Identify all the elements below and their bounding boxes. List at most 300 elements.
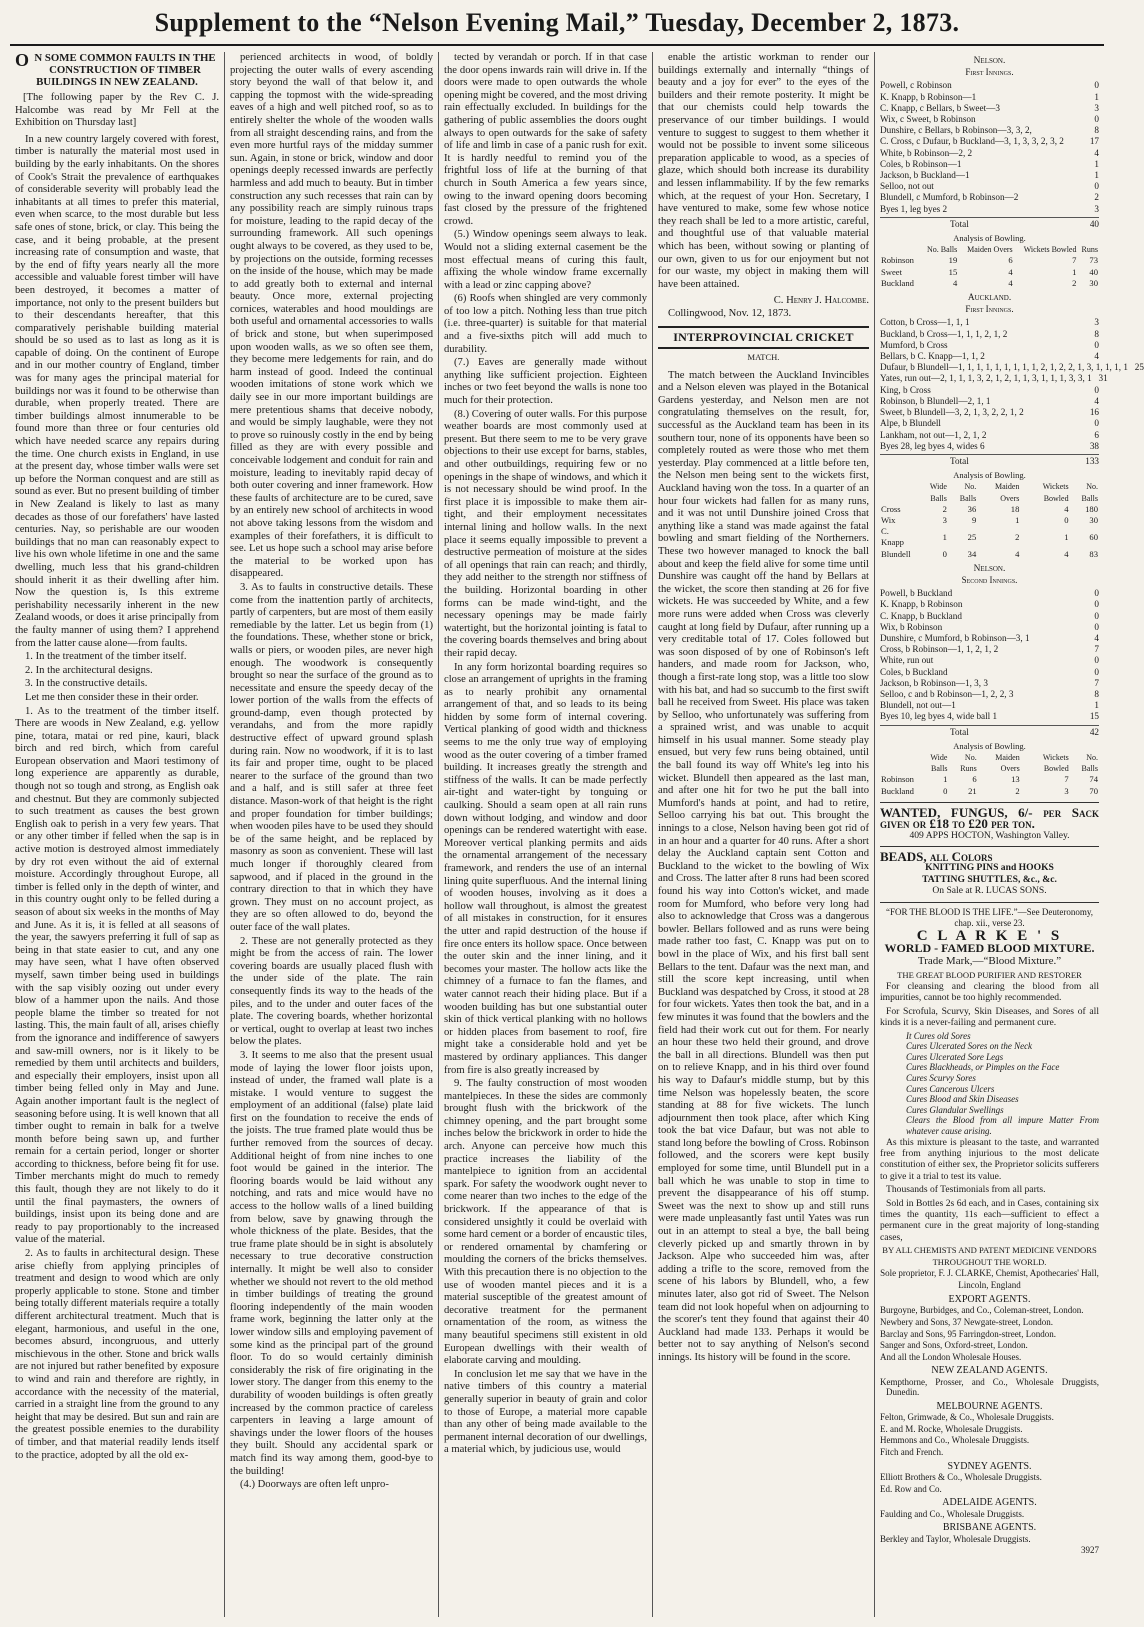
innings-total [880,217,1099,230]
agent-entry: Kempthorne, Prosser, and Co., Wholesale Druggists, Dunedin. [880,1376,1099,1398]
paragraph: 3. It seems to me also that the present usual mode of laying the lower floor joists upon, instead of under, the framed wall plate is a mistake. I would venture to suggest the employment of an additional (false) plate laid first on the foundation to receive the ends of the joists. The true framed plate would thus be further removed from the sources of decay. Additional height of from nine inches to one foot would be gained in the interior. The flooring boards would be laid without any notching, and rats and mice would have no access to the hollow walls of a lined building from below, save by gnawing through the whole thickness of the plate. Besides, that the true frame plate should be in sight is absolutely necessary to true decorative construction internally. It might be well also to consider whether we should not revert to the old method in timber buildings of treating the ground flooring independently of the main wooden frame work, beginning the latter only at the lower window sills and employing pavement of some kind as the principal part of the ground floor. To do so would certainly diminish considerably the risk of fire originating in the lower story. The danger from this enemy to the durability of wooden buildings is often greatly increased by the common practice of careless carpenters in leaving a large amount of shavings under the lower floors of the houses they built. Should any accidental spark or match find its way among them, good-bye to the building! [230,1049,433,1477]
article-body-col2 [230,52,433,1492]
batsman-row [880,655,1099,666]
bowling-head-row [880,752,1099,774]
bowler-row [880,504,1099,515]
batsman-runs: 0 [1094,655,1099,666]
bowler-cell: 4 [952,277,958,288]
batsman-row [880,170,1099,181]
column-3 [438,52,652,1617]
bowling-head-cell [880,244,921,255]
batsman-runs: 7 [1094,644,1099,655]
bowler-cell: 1 [1064,531,1069,542]
bowler-row [880,255,1099,266]
cricket-report [658,370,869,1365]
batsman-runs: 1 [1094,91,1099,102]
batsman-name: Jackson, b Robinson—1, 3, 3 [880,677,988,688]
total-value: 40 [1089,218,1099,229]
agent-entry: Hemmons and Co., Wholesale Druggists. [880,1435,1030,1446]
paragraph: 2. These are not generally protected as they might be from the access of rain. The lower covering boards are usually placed flush with the under side of the plate. The rain consequently finds its way to the heads of the piles, and to the under and outer faces of the plate. The covering boards, whether horizontal or vertical, ought to overlap at least two inches below the plates. [230,935,433,1048]
bowler-row [880,786,1099,797]
batsman-name: C. Cross, c Dufaur, b Buckland—3, 1, 3, 3, 2, 3, 2 [880,136,1064,147]
batsman-name: Cross, b Robinson—1, 1, 2, 1, 2 [880,644,999,655]
batsman-row [880,148,1099,159]
batsman-row [880,667,1099,678]
bowling-table [880,481,1099,559]
batsman-runs: 2 [1094,192,1099,203]
bowling-head-cell [880,752,915,774]
batsman-name: Robinson, b Blundell—2, 1, 1 [880,395,991,406]
batsman-runs: 17 [1089,136,1099,147]
bowler-cell: 2 [1015,785,1020,796]
batsman-name: Powell, c Robinson [880,80,952,91]
total-label: Total [950,218,969,229]
batsman-name: Blundell, c Mumford, b Robinson—2 [880,192,1019,203]
batsman-name: White, run out [880,655,934,666]
bowling-head-row [880,244,1099,255]
ad-trademark: Trade Mark,—“Blood Mixture.” [917,955,1062,968]
bowling-body [880,504,1099,560]
batsman-row [880,689,1099,700]
batsman-name: Lankham, not out—1, 2, 1, 2 [880,429,987,440]
batsman-row [880,700,1099,711]
batsman-name: Wix, c Sweet, b Robinson [880,114,976,125]
bowler-cell: Robinson [881,774,914,785]
bowling-table [880,752,1099,797]
bowler-cell: 4 [1015,548,1020,559]
nz-agents [880,1377,1099,1398]
batsman-row [880,644,1099,655]
ad-ref-number: 3927 [1081,1545,1099,1556]
ad-beads-line2: KNITTING PINS and HOOKS [925,862,1054,874]
batsman-name: Cotton, b Cross—1, 1, 1 [880,317,970,328]
bowling-head-row [880,481,1099,503]
cricket-title: INTERPROVINCIAL CRICKET [658,326,869,349]
article-signoff: C. Henry J. Halcombe. [773,295,869,307]
cure-item: Cures Blackheads, or Pimples on the Face [906,1062,1060,1073]
batsman-row [880,125,1099,136]
bowler-cell: 0 [943,785,948,796]
paragraph: In conclusion let me say that we have in the native timbers of this country a material generally superior in beauty of grain and color to those of Europe, a material more capable than any other of being made available to the permanent internal decoration of our dwellings, a material which, by judicious use, would [444,1368,647,1456]
bowler-cell: 36 [967,503,977,514]
bowler-cell: 70 [1089,785,1098,796]
batsman-runs: 25 [1134,362,1144,373]
bowler-row [880,526,1099,548]
batsman-runs: 0 [1094,114,1099,125]
batsman-row [880,159,1099,170]
batsman-runs: 0 [1094,181,1099,192]
bowling-head-cell: No. Balls [927,245,958,255]
batsman-row [880,407,1099,418]
bowling-head-cell: Wide Balls [929,482,947,503]
innings-total [880,725,1099,738]
batsman-runs: 0 [1094,588,1099,599]
batsman-name: Powell, b Buckland [880,588,953,599]
batsman-row [880,204,1099,215]
batsman-name: Byes 28, leg byes 4, wides 6 [880,440,985,451]
paragraph: 1. In the treatment of the timber itself. [25,651,187,663]
batsman-row [880,678,1099,689]
batsman-name: Yates, run out—2, 1, 1, 1, 3, 2, 1, 2, 1, 1, 3, 1, 1, 1, 3, 3, 1 [880,373,1092,384]
agent-entry: And all the London Wholesale Houses. [880,1351,1022,1362]
bowling-head-cell: Maiden Overs [995,752,1020,774]
bowler-cell: 0 [942,548,947,559]
bowling-head-cell: Runs [1081,245,1098,255]
bowler-cell: 1 [1015,514,1020,525]
batsman-name: Selloo, c and b Robinson—1, 2, 2, 3 [880,688,1014,699]
bowler-cell: 0 [1064,514,1069,525]
batsman-name: K. Knapp, b Robinson [880,599,963,610]
paragraph: 3. As to faults in constructive details. These come from the inattention partly of architects, partly of carpenters, but are most of them easily remediable by the latter. Let us begin from (1) the foundations. These, whether stone or brick, walls or piers, or wooden piles, are never high enough. The woodwork is consequently brought so near the surface of the ground as to necessitate and ensure the speedy decay of the lower portion of the walls from the effects of ground-damp, even though protected by verandahs, and from the more rapidly destructive effect of upward ground splash during rain. Now no woodwork, if it is to last its fair and proper time, ought to be placed nearer to the surface of the ground than two and a half, and is still safer at three feet distance. Mason-work of that height is the right and proper foundation for timber buildings; when wooden piles have to be used they should be of the same height, and be replaced by masonry as soon as convenient. These will last much longer if thoroughly cleared from sapwood, and if placed in the ground in the contrary direction to that in which they have grown. They must on no account project, as they are so often allowed to do, beyond the outer face of the wall plates. [230,581,433,933]
bowler-cell: 18 [1010,503,1020,514]
batsman-runs: 15 [1089,711,1099,722]
brisbane-agents [880,1534,1099,1545]
bowler-row [880,267,1099,278]
batsman-row [880,430,1099,441]
cure-item: Cures Ulcerated Sores on the Neck [906,1041,1033,1052]
team-name: Nelson. [973,56,1006,66]
batsman-row [880,103,1099,114]
bowler-cell: 6 [1008,255,1013,266]
sydney-agents-heading: SYDNEY AGENTS. [947,1460,1032,1472]
bowling-title: Analysis of Bowling. [953,233,1026,244]
scorecard-nelson-second [880,564,1099,797]
batsman-runs: 8 [1094,125,1099,136]
cure-item: Cures Cancerous Ulcers [906,1083,995,1094]
scorecard-nelson-first [880,56,1099,289]
paragraph: 2. As to faults in architectural design. These arise chiefly from applying principles of treatment and design to wood which are only properly applicable to stone. Stone and timber being totally different materials require a totally different architectural treatment. Much that is elegant, harmonious, and useful in the one, becomes absurd, incongruous, and utterly mischievous in the other. Stone and brick walls are not injured but rather benefited by exposure to wind and rain and therefore are rightly, in accordance with the necessity of the material, carried in a straight line from the ground to any height that may be desired. But sun and rain are the greatest possible enemies to the durability of timber, and that material readily lends itself to the practice, adopted by all the old ex- [15,1248,219,1461]
ad-brand: C L A R K E ' S [916,928,1063,945]
column-5 [874,52,1144,1617]
batsman-runs: 7 [1094,677,1099,688]
ad-p2: For Scrofula, Scurvy, Skin Diseases, and Sores of all kinds it is a never-failing and permanent cure. [880,1005,1099,1029]
ad-wanted-line2: 409 APPS HOCTON, Washington Valley. [909,829,1070,841]
melbourne-agents-heading: MELBOURNE AGENTS. [936,1400,1043,1412]
batsman-runs: 0 [1094,610,1099,621]
batsman-row [880,192,1099,203]
sydney-agents [880,1472,1099,1494]
innings-label: First Innings. [965,304,1014,315]
agent-entry: E. and M. Rocke, Wholesale Druggists. [880,1423,1023,1434]
bowler-cell: C. Knapp [881,526,904,548]
bowler-cell: 1 [942,531,947,542]
bowler-cell: Buckland [881,277,914,288]
bowling-head-cell: Maiden Overs [994,482,1020,503]
scorecard [880,56,1144,797]
melbourne-agents [880,1412,1099,1457]
ad-p1: For cleansing and clearing the blood from all impurities, cannot be too highly recommended. [880,981,1099,1004]
batsman-row [880,340,1099,351]
ad-beads [880,846,1099,897]
paragraph: tected by verandah or porch. If in that case the door opens inwards rain will drive in. If the doors were made to open outwards the whole opening might be covered, and the most driving rain effectually excluded. In buildings for the gathering of public assemblies the doors ought always to open outwards for the sake of safety of life and limb in case of a panic rush for exit. It is hardly needful to remind you of the frightful loss of life at the burning of that church in South America a few years since, owing to the inward opening doors becoming fast closed by the pressure of the frightened crowd. [444,52,648,227]
batsman-name: Dufaur, b Blundell—1, 1, 1, 1, 1, 1, 1, 1, 1, 2, 1, 2, 2, 1, 3, 1, 1, 1, 1 [880,362,1128,373]
batsman-row [880,611,1099,622]
batsman-row [880,136,1099,147]
batsman-row [880,80,1099,91]
batsman-runs: 0 [1094,384,1099,395]
batsman-runs: 3 [1094,203,1099,214]
bowling-head-cell: No. Balls [1081,752,1098,774]
batsman-row [880,181,1099,192]
adelaide-agents-heading: ADELAIDE AGENTS. [942,1497,1037,1509]
batsman-name: Blundell, not out—1 [880,700,956,711]
column-4 [652,52,874,1617]
batsman-runs: 0 [1094,339,1099,350]
bowling-body [880,255,1099,289]
batsman-name: Jackson, b Buckland—1 [880,170,970,181]
batsman-name: White, b Robinson—2, 2 [880,147,973,158]
ad-clarkes-blood-mixture [880,902,1099,1557]
batsman-name: Sweet, b Blundell—3, 2, 1, 3, 2, 2, 1, 2 [880,407,1024,418]
batsman-row [880,588,1099,599]
batsman-runs: 4 [1094,351,1099,362]
scorecard-auckland-first [880,293,1144,560]
ad-beads-line4: On Sale at R. LUCAS SONS. [932,885,1047,897]
bowling-head-cell: No. Balls [1081,482,1098,503]
batsman-runs: 16 [1089,407,1099,418]
batsman-name: Bellars, b C. Knapp—1, 1, 2 [880,351,985,362]
batsman-row [880,317,1099,328]
cure-item: Cures Ulcerated Sore Legs [906,1051,1004,1062]
cure-item: Clears the Blood from all impure Matter From whatever cause arising. [906,1115,1099,1137]
bowler-cell: Blundell [881,548,911,559]
masthead: Supplement to the “Nelson Evening Mail,” Tuesday, December 2, 1873. [10,8,1104,46]
article-dateline: Collingwood, Nov. 12, 1873. [668,307,792,319]
agent-entry: Fitch and French. [880,1447,944,1458]
bowler-cell: 1 [943,774,948,785]
batsman-name: C. Knapp, c Bellars, b Sweet—3 [880,102,1000,113]
cricket-subtitle: MATCH. [747,352,780,363]
batsman-name: Selloo, not out [880,181,934,192]
batsman-name: King, b Cross [880,384,931,395]
batsman-name: C. Knapp, b Buckland [880,610,962,621]
column-1 [10,52,224,1617]
ad-wanted-fungus [880,802,1099,841]
bowler-cell: 6 [972,774,977,785]
batsman-runs: 4 [1094,632,1099,643]
batsman-row [880,329,1099,340]
team-name: Nelson. [973,563,1006,574]
bowling-title: Analysis of Bowling. [953,470,1026,481]
cure-item: Cures Blood and Skin Diseases [906,1094,1019,1105]
batsman-row [880,633,1099,644]
bowler-cell: 30 [1089,277,1098,288]
batsman-row [880,622,1099,633]
agent-entry: Burgoyne, Burbidges, and Co., Coleman-street, London. [880,1305,1084,1316]
innings-total [880,454,1099,467]
bowler-cell: 2 [1072,277,1077,288]
batsman-runs: 4 [1094,395,1099,406]
bowler-cell: Sweet [881,266,903,277]
batsman-runs: 31 [1098,373,1108,384]
bowler-cell: 4 [1008,266,1013,277]
bowler-cell: 3 [1064,785,1069,796]
ad-p6: BY ALL CHEMISTS AND PATENT MEDICINE VENDORS THROUGHOUT THE WORLD. [882,1245,1097,1267]
batsman-row [880,373,1108,384]
bowling-head [880,752,1099,774]
batsman-runs: 1 [1094,700,1099,711]
agent-entry: Berkley and Taylor, Wholesale Druggists. [880,1533,1031,1544]
bowling-head [880,244,1099,255]
batsman-runs: 4 [1094,147,1099,158]
innings-label: Second Innings. [961,574,1018,585]
batsman-name: K. Knapp, b Robinson—1 [880,91,977,102]
export-agents-heading: EXPORT AGENTS. [948,1293,1031,1305]
batsman-row [880,114,1099,125]
bowler-cell: 13 [1011,774,1020,785]
bowler-cell: 83 [1089,548,1098,559]
batsman-name: Buckland, b Cross—1, 1, 1, 2, 1, 2 [880,328,1008,339]
total-value: 133 [1085,455,1099,466]
ad-p3: As this mixture is pleasant to the taste, and warranted free from anything injurious to the most delicate constitution of either sex, the Proprietor solicits sufferers to give it a trial to test its value. [880,1136,1099,1182]
bowler-cell: 7 [1072,255,1077,266]
nz-agents-heading: NEW ZEALAND AGENTS. [931,1365,1048,1377]
bowling-body [880,774,1099,796]
batsman-runs: 1 [1094,170,1099,181]
bowler-row [880,278,1099,289]
ad-p5: Sold in Bottles 2s 6d each, and in Cases, containing six times the quantity, 11s each—sufficient to effect a permanent cure in the great majority of long-standing cases, [880,1197,1099,1243]
batsman-name: Wix, b Robinson [880,621,943,632]
adelaide-agents [880,1509,1099,1520]
agent-entry: Elliott Brothers & Co., Wholesale Druggists. [880,1472,1042,1483]
bowling-title: Analysis of Bowling. [953,740,1026,751]
bowler-cell: 180 [1085,503,1098,514]
batsman-row [880,385,1099,396]
bowler-cell: 1 [1072,266,1077,277]
bowling-head-cell: No. Runs [960,752,977,774]
batsman-name: Coles, b Robinson—1 [880,158,962,169]
batsman-runs: 0 [1094,621,1099,632]
bowler-cell: 4 [1008,277,1013,288]
bowler-cell: 15 [948,266,958,277]
bowler-cell: Buckland [881,785,914,796]
article-title [15,52,219,88]
bowler-cell: 40 [1089,266,1098,277]
batsman-name: Alpe, b Blundell [880,418,941,429]
export-agents [880,1305,1099,1362]
cure-item: It Cures old Sores [906,1030,971,1041]
innings-label: First Innings. [965,67,1014,78]
bowler-row [880,774,1099,785]
bowler-cell: 9 [971,514,977,525]
paragraph: (6) Roofs when shingled are very commonly of too low a pitch. Nothing less than true pitch (i.e. three-quarter) is suitable for that material and a five-sixths pitch will add much to durability. [444,293,647,355]
bowler-cell: 30 [1089,514,1098,525]
bowler-cell: Robinson [881,255,914,266]
team-name: Auckland. [967,293,1012,304]
paragraph: (8.) Covering of outer walls. For this purpose weather boards are most commonly used at present. But there seem to me to be very grave objections to their use except for barns, stables, and other outbuildings, requiring few or no openings in the shape of windows, and which it is not necessary should be wind proof. In the first place it is impossible to make them air-tight, and their employment necessitates internal lining and hollow walls. In the next place it seems equally impossible to prevent a destructive permeation of moisture at the sides of all openings that rain can reach; and thirdly, they add neither to the strength nor stiffness of the building. Horizontal boarding in other forms can be made wind-tight, and the necessary openings may be made fairly watertight, but the horizontal jointing is fatal to the covering boards themselves and bring about their rapid decay. [444,408,647,659]
batsman-row [880,418,1099,429]
agent-entry: Newbery and Sons, 37 Newgate-street, London. [880,1316,1053,1327]
agent-entry: Sanger and Sons, Oxford-street, London. [880,1340,1028,1351]
paragraph: 2. In the architectural designs. [25,664,153,676]
bowling-head-cell [880,481,914,503]
total-value: 42 [1089,726,1099,737]
bowling-head-cell: Maiden Overs [967,245,1013,255]
paragraph: Let me then consider these in their order. [25,691,199,703]
paragraph: 9. The faulty construction of most wooden mantelpieces. In these the sides are commonly brought flush with the brickwork of the chimney opening, and the part brought some inches below the brickwork in order to hide the arch. Anyone can perceive how much this practice increases the liability of the mantelpiece to ignition from an accidental spark. For safety the woodwork ought never to come nearer than two inches to the edge of the brickwork. If the appearance of that is considered unsightly it could be overlaid with some hard cement or a border of encaustic tiles, or rendered ornamental by chamfering or moulding the corners of the bricks themselves. With this precaution there is no objection to the use of wooden mantel pieces and it is a material susceptible of the greatest amount of decorative treatment for the permanent ornamentation of the room, as witness the many beautiful specimens still existent in old European dwellings with their wealth of elaborate carving and moulding. [444,1078,647,1367]
batsman-row [880,441,1099,452]
batsman-row [880,599,1099,610]
article-body-col3 [444,52,647,1457]
ad-heading: WORLD - FAMED BLOOD MIXTURE. [884,940,1095,955]
ad-beads-line1: BEADS, all Colors [880,849,993,865]
bowler-row [880,515,1099,526]
batsman-row [880,351,1099,362]
paragraph: perienced architects in wood, of boldly projecting the outer walls of every ascending story beyond the wall of that below it, and capping the topmost with the wide-spreading eaves of a high and well pitched roof, so as to entirely shelter the whole of the wooden walls from all straight descending rains, and from the even more hurtful rays of the midday summer sun. Again, in stone or brick, window and door openings deeply recessed inwards are perfectly harmless and add much to beauty. But in timber construction any such recesses that rain can by any possibility reach are simply ruinous traps for moisture, leading to the rapid decay of the surrounding framework. All such openings ought always to be covered, as they used to be, by projections on the outside, forming recesses on the inside of the house, which may be made to add greatly both to external and internal beauty. Once more, external projecting cornices, waterables and hood mouldings are both useful and ornamental accessories to walls of brick and stone, but when superimposed upon wooden walls, as we so often see them, they become mere ledgements for rain, and do harm instead of good. Indeed the continual wooden imitations of stone work which we daily see in our more important buildings are mere pretentious shams that deceive nobody, and would be simply laughable, were they not to prove so ruinously costly in the end by being filled as they are with every possible and conceivable lodgement and conduit for rain and moisture, leading to inevitably rapid decay of both outer covering and inner framework. How these faults of architecture are to be cured, save by an entirely new school of architects in wood not above taking lessons from the wisdom and examples of their forefathers, it is difficult to see. Let us hope such a school may arise before the material to be worked upon has disappeared. [230,52,433,580]
brisbane-agents-heading: BRISBANE AGENTS. [942,1522,1037,1534]
paragraph: (7.) Eaves are generally made without anything like sufficient projection. Eighteen inches or two feet beyond the walls is none too much for their protection. [444,357,647,407]
bowler-cell: 21 [968,785,977,796]
paragraph: (4.) Doorways are often left unpro- [240,1479,389,1491]
column-2 [224,52,438,1617]
agent-entry: Barclay and Sons, 95 Farringdon-street, London. [880,1328,1056,1339]
batsman-row [880,711,1099,722]
bowler-cell: 34 [967,548,977,559]
cure-item: Cures Scurvy Sores [906,1073,976,1084]
bowling-head-cell: No. Balls [959,482,977,503]
total-label: Total [950,726,969,737]
article-body-col4 [658,52,869,291]
bowler-cell: 19 [948,255,958,266]
batsman-name: Byes 1, leg byes 2 [880,203,948,214]
paragraph: The match between the Auckland Invincibles and a Nelson eleven was played in the Botanical Gardens yesterday, and Nelson men are not congratulating themselves on the result, for, successful as the Auckland team has been in its southern tour, none of its opponents have been so completely routed as were those who met them yesterday. Play commenced at a little before ten, the Nelson men being sent to the wickets first, Auckland having won the toss. In a quarter of an hour four wickets had fallen for as many runs, and it was not until Dunshire joined Cross that anything like a stand was made against the fatal bowling and smart fielding of the Northerners. These two however managed to knock the ball about and keep the field alive for some time until Dunshire was caught off the hand by Bellars at the wicket, the score then standing at 26 for five wickets. He was succeeded by White, and a few more runs were added when Cross was cleverly caught at long field by Dufaur, after running up a very creditable total of 17. Coles followed but was soon disposed of by one of Robinson's left handers, and made room for Jackson, who, though a first-rate long stop, was a little too slow with his bat, and had so succumb to the first swift ball he received from Sweet. His place was taken by Selloo, who unfortunately was suffering from a sprained wrist, and was unable to acquit himself in his usual manner. Some steady play ensued, but very few runs being obtained, until the ball found its way off White's leg into his wicket. Blundell then appeared as the last man, and after one hit for two he put the ball into Mumford's hands at point, and had to retire, Selloo carrying his bat out. This brought the innings to a close, Nelson having been got rid of in an hour and a quarter for 40 runs. After a short delay the Auckland captain sent Cotton and Buckland to the wicket to the bowling of Wix and Cross. The latter after 8 runs had been scored found his way into Cotton's wicket, and made room for Mumford, who before very long had also to acknowledge that Cross was a dangerous bowler. Bellars followed and as runs were being made rather too fast, C. Knapp was put on to bowl in the place of Wix, and his first ball sent Bellars to the tent. Dafaur was the next man, and still the score kept increasing, until when Buckland was despatched by Cross, it stood at 28 for four wickets. Yates then took the bat, and in a few minutes it was found that the bowlers and the field had their work cut out for them. For nearly an hour these two held their ground, and drove the ball in all directions. Blundell was then put on to relieve Knapp, and in his third over found his way to Dafaur's middle stump, but by this time Nelson was hopelessly beaten, the score standing at 88 for five wickets. The lunch adjournment then took place, after which King took the bat vice Dafaur, but was not able to stand long before the bowling of Cross. Robinson followed, and the scorers were kept busily employed for some time, until Blundell put in a ball which he was unable to stop in time to prevent the disappearance of his off stump. Sweet was the next to show up and still runs were made unpleasantly fast until Yates was run out in an attempt to steal a bye, the ball being cleverly picked up and smartly thrown in by Jackson. Alpe who succeeded him was, after adding a trifle to the score, removed from the scene of his labors by Blundell, who, a few minutes later, also got rid of Sweet. The Nelson team did not look hopeful when on adjourning to the scorer's tent they found that against their 40 Auckland had made 133. Perhaps it would be better not to say anything of Nelson's second innings. Its history will be found in the score. [658,369,869,1363]
bowling-head-cell: Wickets Bowled [1042,752,1069,774]
batsman-row [880,92,1099,103]
batsman-runs: 6 [1094,429,1099,440]
bowling-head [880,481,1099,503]
paragraph: 1. As to the treatment of the timber itself. There are woods in New Zealand, e.g. yellow pine, totara, matai or red pine, kauri, black birch and red birch, which from careful European observation and Maori testimony of long experience are apparently as durable, though not so tough and strong, as English oak and chestnut. But they are commonly subjected to such treatment as causes the best grown English oak to perish in a very few years. That or any other timber if felled when the sap is in active motion is destroyed almost immediately by dry rot even without the aid of external moisture. Accordingly throughout Europe, all timber is felled only in the depth of winter, and in this country ought only to be felled during a season of about six weeks in the months of May and June. As it is, it is felled at all seasons of the year, the sawyers preferring it full of sap as being in that state easier to cut, and any one may have seen, what I have often observed myself, sawn timber being used in buildings with the sap visibly oozing out under every blow of a hammer upon the nails. And those people blame the timber so treated for not lasting. This, the main fault of all, arises chiefly from the ignorance and indifference of sawyers and saw-mill owners, nor is it likely to be remedied by them until architects and builders, and especially their employers, insist upon all timber being felled only in May and June. Again another important fault is the neglect of seasoning before using. It is well known that all timber ought to remain in balk for a twelve month before being sawn up, and further remain for a certain period, longer or shorter according to thickness, before being fit for use. Timber merchants might do much to remedy this fault, though they are not likely to do it until the final paymasters, the owners of buildings, insist upon its being done and are ready to pay proportionably to the increased value of the material. [15,705,219,1246]
batsman-runs: 0 [1094,666,1099,677]
bowling-table [880,244,1099,289]
batsman-name: Byes 10, leg byes 4, wide ball 1 [880,711,998,722]
columns [10,50,1144,1617]
ad-p4: Thousands of Testimonials from all parts. [886,1184,1046,1196]
agent-entry: Faulding and Co., Wholesale Druggists. [880,1508,1025,1519]
bowler-cell: Wix [881,514,896,525]
bowler-cell: 2 [1015,531,1020,542]
bowler-cell: Cross [881,503,901,514]
total-label: Total [950,455,969,466]
ad-p7: Sole proprietor, F. J. CLARKE, Chemist, Apothecaries' Hall, Lincoln, England [880,1268,1099,1290]
bowler-cell: 74 [1089,774,1098,785]
batsman-runs: 3 [1094,102,1099,113]
ad-cures [880,1031,1099,1137]
agent-entry: Ed. Row and Co. [880,1483,942,1494]
batsman-runs: 3 [1094,317,1099,328]
bowler-cell: 3 [942,514,947,525]
paragraph: enable the artistic workman to render our buildings externally and internally “things of beauty and a joy for ever” to the eyes of the builders and their remote posterity. It might be that our chemists could help towards the preservance of our timber buildings. I would venture to suggest to suggest to them whether it would not be possible to invent some siliceous preparation applicable to wood, as a species of glaze, which should both increase its durability and lessen inflammability. If by the few remarks which, at the request of your Hon. Secretary, I have ventured to make, some few whose notice they reach shall be led to a more artistic, careful, and thoughtful use of that valuable material which has been, without sowing or planting of our own, given to us for our enjoyment but not for our waste, my object in making them will have been attained. [658,52,869,290]
cure-item: Cures Glandular Swellings [906,1104,1004,1115]
batsman-name: Mumford, b Cross [880,339,948,350]
bowler-cell: 25 [967,531,977,542]
bowler-cell: 4 [1064,503,1069,514]
bowler-cell: 60 [1089,531,1098,542]
article-title-text: N SOME COMMON FAULTS IN THE CONSTRUCTION OF TIMBER BUILDINGS IN NEW ZEALAND. [34,52,216,88]
batsman-row [880,396,1099,407]
bowler-cell: 7 [1064,774,1069,785]
bowling-head-cell: Wide Balls [930,752,948,774]
ad-wanted-line1: WANTED, FUNGUS, 6/- per Sack given or £18 to £20 per ton. [880,804,1099,832]
bowler-cell: 73 [1089,255,1098,266]
drop-cap: O [15,50,30,70]
batsman-runs: 0 [1094,418,1099,429]
ad-beads-line3: TATTING SHUTTLES, &c., &c. [922,873,1057,885]
article-intro: [The following paper by the Rev C. J. Halcombe was read by Mr Fell at the Exhibition on Thursday last] [15,92,219,129]
batsman-row [880,362,1144,373]
bowler-cell: 4 [1064,548,1069,559]
paragraph: In a new country largely covered with forest, timber is naturally the material most used in building by the early inhabitants. On the shores of Cook's Strait the prevalence of earthquakes of considerable severity will probably lead the inhabitants at all times to prefer this material, even when scarce, to the most durable but less safe ones of stone, brick, or clay. This being the case, and it being probable, at the present increasing rate of consumption and waste, that by the end of fifty years nearly all the more accessible and valuable forest timber will have been destroyed, it becomes a matter of importance, not only to the present builders but to their descendants hereafter, that this comparatively perishable building material should be so used as to last as long as it is capable of doing. On the continent of Europe and in our mother country of England, timber was for many ages the principal material for buildings nor was it found to be otherwise than durable, when properly treated. There are timber buildings almost innumerable to be found more than three or four centuries old which have needed scarce any repairs during the time. One church exists in England, in use at the present day, whose timber walls were set up before the Norman conquest and are still as sound as ever. But no present building of timber in New Zealand is likely to last as many decades as those of our forefathers' have lasted centuries. Nay, so perishable are our wooden buildings that no man can reasonably expect to live his own whole lifetime in one and the same dwelling, much less that his grand-children should inherit it as their dwelling after him. Now the question is, Is this extreme perishability necessarily inherent in the new Zealand woods, or does it arise principally from the faulty manner of using them? I apprehend from the latter cause alone—from faults. [15,133,219,649]
bowler-row [880,549,1099,560]
